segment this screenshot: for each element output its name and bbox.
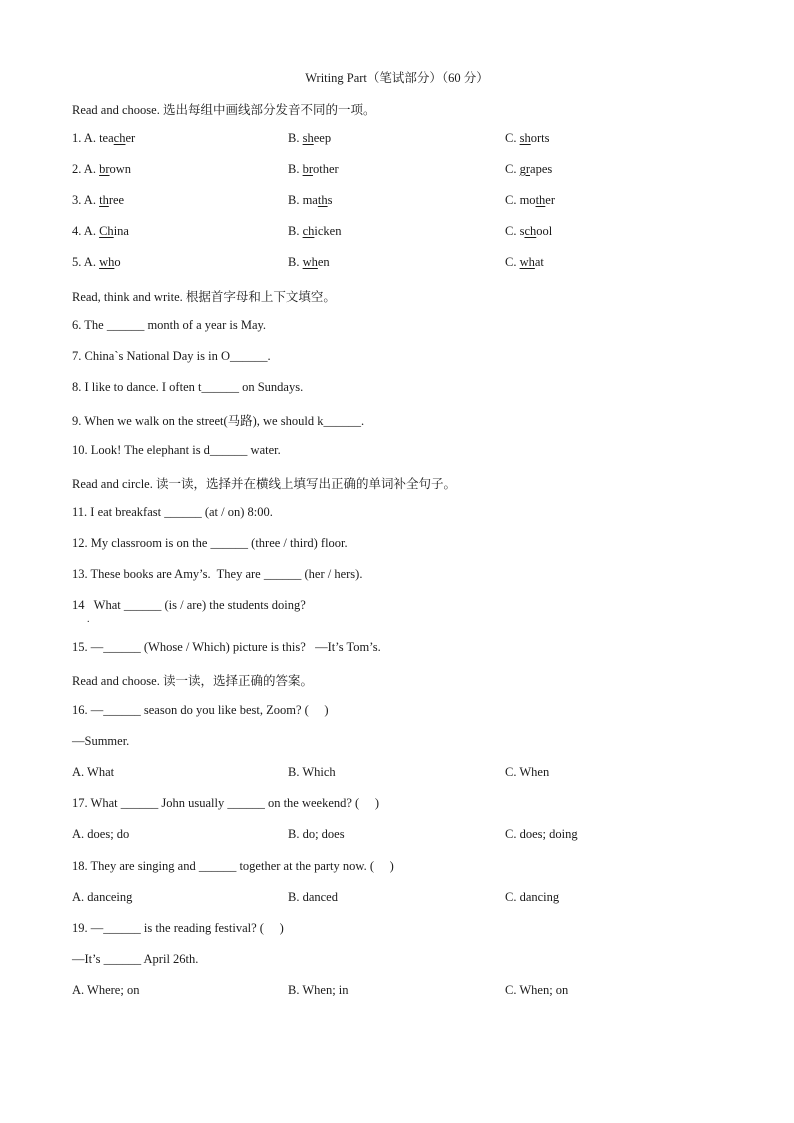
section-heading-fill: Read, think and write. 根据首字母和上下文填空。 (72, 290, 336, 304)
q16-option-b: B. Which (288, 765, 336, 779)
q17-option-c: C. does; doing (505, 827, 578, 841)
option-b: B. when (288, 255, 330, 269)
section-heading-choose: Read and choose. 读一读，选择正确的答案。 (72, 674, 313, 688)
option-b: B. sheep (288, 131, 332, 145)
q16-option-c: C. When (505, 765, 550, 779)
option-b: B. maths (288, 193, 333, 207)
option-a: 3. A. three (72, 193, 125, 207)
q17-option-a: A. does; do (72, 827, 130, 841)
option-b: B. chicken (288, 224, 342, 238)
question-18: 18. They are singing and ______ together at the party now. ( ) (72, 859, 394, 873)
question-19-reply: —It’s ______ April 26th. (72, 952, 199, 966)
question-9: 9. When we walk on the street(马路), we should k______. (72, 414, 365, 428)
question-7: 7. China`s National Day is in O______. (72, 349, 271, 363)
question-14: 14 What ______ (is / are) the students doing? (72, 598, 306, 612)
question-16: 16. —______ season do you like best, Zoom? ( ) (72, 703, 329, 717)
question-12: 12. My classroom is on the ______ (three / third) floor. (72, 536, 348, 550)
option-b: B. brother (288, 162, 339, 176)
question-16-reply: —Summer. (72, 734, 130, 748)
q18-option-c: C. dancing (505, 890, 560, 904)
section-heading-circle: Read and circle. 读一读，选择并在横线上填写出正确的单词补全句子。 (72, 477, 456, 491)
section-heading-phonics: Read and choose. 选出每组中画线部分发音不同的一项。 (72, 103, 376, 117)
option-a: 2. A. brown (72, 162, 132, 176)
option-a: 4. A. China (72, 224, 129, 238)
question-17: 17. What ______ John usually ______ on the weekend? ( ) (72, 796, 380, 810)
option-c: C. grapes (505, 162, 553, 176)
question-13: 13. These books are Amy’s. They are ______ (her / hers). (72, 567, 363, 581)
q19-option-a: A. Where; on (72, 983, 140, 997)
q18-option-b: B. danced (288, 890, 338, 904)
stray-dot: . (87, 614, 90, 625)
q19-option-b: B. When; in (288, 983, 349, 997)
q16-option-a: A. What (72, 765, 115, 779)
option-a: 1. A. teacher (72, 131, 136, 145)
question-11: 11. I eat breakfast ______ (at / on) 8:00. (72, 505, 273, 519)
q19-option-c: C. When; on (505, 983, 569, 997)
option-c: C. what (505, 255, 544, 269)
question-15: 15. —______ (Whose / Which) picture is this? —It’s Tom’s. (72, 640, 381, 654)
question-10: 10. Look! The elephant is d______ water. (72, 443, 281, 457)
option-a: 5. A. who (72, 255, 121, 269)
q17-option-b: B. do; does (288, 827, 345, 841)
option-c: C. mother (505, 193, 556, 207)
question-19: 19. —______ is the reading festival? ( ) (72, 921, 284, 935)
option-c: C. school (505, 224, 553, 238)
page-title: Writing Part（笔试部分）（60 分） (305, 71, 489, 85)
q18-option-a: A. danceing (72, 890, 133, 904)
question-8: 8. I like to dance. I often t______ on Sundays. (72, 380, 304, 394)
question-6: 6. The ______ month of a year is May. (72, 318, 267, 332)
option-c: C. shorts (505, 131, 550, 145)
